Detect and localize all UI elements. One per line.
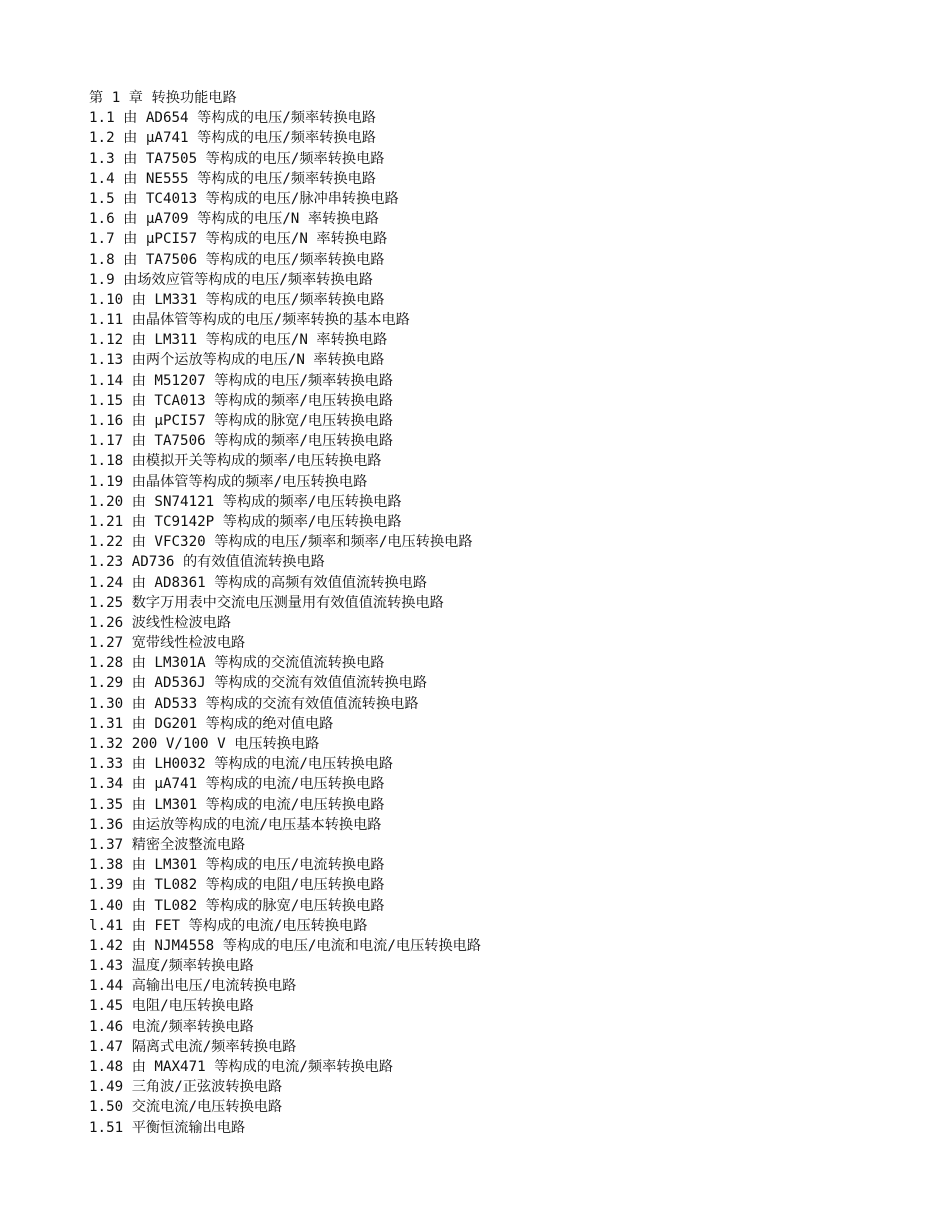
toc-entry: 1.40 由 TL082 等构成的脉宽/电压转换电路 <box>89 897 385 914</box>
toc-entry: 1.49 三角波/正弦波转换电路 <box>89 1079 283 1096</box>
toc-entry: 1.46 电流/频率转换电路 <box>89 1018 254 1035</box>
toc-entry: 1.50 交流电流/电压转换电路 <box>89 1099 283 1116</box>
toc-entry: 1.14 由 M51207 等构成的电压/频率转换电路 <box>89 372 394 389</box>
toc-entry: 1.33 由 LH0032 等构成的电流/电压转换电路 <box>89 756 394 773</box>
toc-entry: 1.5 由 TC4013 等构成的电压/脉冲串转换电路 <box>89 190 399 207</box>
toc-entry: 1.10 由 LM331 等构成的电压/频率转换电路 <box>89 291 385 308</box>
toc-entry: 1.38 由 LM301 等构成的电压/电流转换电路 <box>89 857 385 874</box>
document-page <box>89 88 909 1138</box>
toc-entry: 1.45 电阻/电压转换电路 <box>89 998 254 1015</box>
toc-entry: 1.30 由 AD533 等构成的交流有效值值流转换电路 <box>89 695 419 712</box>
toc-entry: 1.29 由 AD536J 等构成的交流有效值值流转换电路 <box>89 675 428 692</box>
toc-entry: 1.6 由 μA709 等构成的电压/N 率转换电路 <box>89 211 379 228</box>
toc-entry: 1.9 由场效应管等构成的电压/频率转换电路 <box>89 271 373 288</box>
toc-entry: 1.12 由 LM311 等构成的电压/N 率转换电路 <box>89 332 388 349</box>
toc-entry: 1.47 隔离式电流/频率转换电路 <box>89 1038 297 1055</box>
toc-entry: 1.2 由 μA741 等构成的电压/频率转换电路 <box>89 130 376 147</box>
toc-entry: 1.35 由 LM301 等构成的电流/电压转换电路 <box>89 796 385 813</box>
toc-entry: 1.8 由 TA7506 等构成的电压/频率转换电路 <box>89 251 385 268</box>
toc-entry: 1.23 AD736 的有效值值流转换电路 <box>89 554 325 571</box>
toc-entry: 1.42 由 NJM4558 等构成的电压/电流和电流/电压转换电路 <box>89 937 482 954</box>
toc-entry: 1.21 由 TC9142P 等构成的频率/电压转换电路 <box>89 513 402 530</box>
toc-entry: 1.36 由运放等构成的电流/电压基本转换电路 <box>89 816 382 833</box>
toc-entry: 1.31 由 DG201 等构成的绝对值电路 <box>89 715 334 732</box>
toc-entry: 1.13 由两个运放等构成的电压/N 率转换电路 <box>89 352 385 369</box>
toc-entry: 1.44 高输出电压/电流转换电路 <box>89 978 297 995</box>
toc-entry: 1.43 温度/频率转换电路 <box>89 958 254 975</box>
toc-entry: 1.22 由 VFC320 等构成的电压/频率和频率/电压转换电路 <box>89 534 473 551</box>
toc-entry: 1.18 由模拟开关等构成的频率/电压转换电路 <box>89 453 382 470</box>
table-of-contents <box>89 108 909 1138</box>
toc-entry: 1.15 由 TCA013 等构成的频率/电压转换电路 <box>89 392 394 409</box>
toc-entry: 1.19 由晶体管等构成的频率/电压转换电路 <box>89 473 368 490</box>
toc-entry: 1.20 由 SN74121 等构成的频率/电压转换电路 <box>89 493 402 510</box>
toc-entry: 1.28 由 LM301A 等构成的交流值流转换电路 <box>89 655 385 672</box>
toc-entry: 1.48 由 MAX471 等构成的电流/频率转换电路 <box>89 1059 394 1075</box>
toc-entry: 1.24 由 AD8361 等构成的高频有效值值流转换电路 <box>89 574 428 591</box>
toc-entry: 1.27 宽带线性检波电路 <box>89 635 246 652</box>
toc-entry: 1.34 由 μA741 等构成的电流/电压转换电路 <box>89 776 385 793</box>
toc-entry: 1.11 由晶体管等构成的电压/频率转换的基本电路 <box>89 312 410 329</box>
toc-entry: l.41 由 FET 等构成的电流/电压转换电路 <box>89 917 368 934</box>
chapter-title: 第 1 章 转换功能电路 <box>89 90 237 106</box>
toc-entry: 1.3 由 TA7505 等构成的电压/频率转换电路 <box>89 150 385 167</box>
toc-entry: 1.25 数字万用表中交流电压测量用有效值值流转换电路 <box>89 594 444 611</box>
toc-entry: 1.7 由 μPCI57 等构成的电压/N 率转换电路 <box>89 231 388 248</box>
toc-entry: 1.39 由 TL082 等构成的电阻/电压转换电路 <box>89 877 385 894</box>
toc-entry: 1.37 精密全波整流电路 <box>89 836 246 853</box>
toc-entry: 1.51 平衡恒流输出电路 <box>89 1119 246 1136</box>
toc-entry: 1.1 由 AD654 等构成的电压/频率转换电路 <box>89 110 376 127</box>
toc-entry: 1.4 由 NE555 等构成的电压/频率转换电路 <box>89 170 376 187</box>
toc-entry: 1.26 波线性检波电路 <box>89 614 232 631</box>
toc-entry: 1.17 由 TA7506 等构成的频率/电压转换电路 <box>89 433 394 450</box>
toc-entry: 1.16 由 μPCI57 等构成的脉宽/电压转换电路 <box>89 413 394 429</box>
toc-entry: 1.32 200 V/100 V 电压转换电路 <box>89 736 320 752</box>
